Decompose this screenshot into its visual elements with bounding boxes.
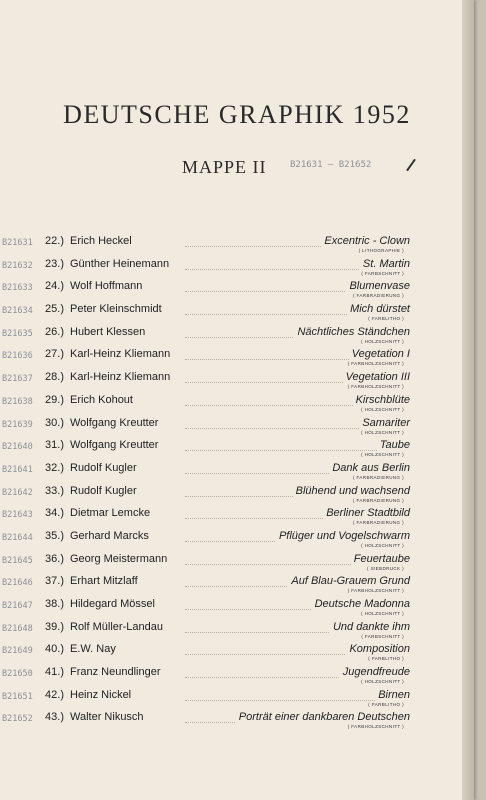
inventory-stamp: B21639 [2, 419, 33, 430]
list-item [0, 574, 474, 597]
entry-number: 23.) [45, 257, 64, 270]
entry-number: 34.) [45, 507, 64, 520]
inventory-stamp: B21649 [2, 646, 33, 657]
artist-name: Dietmar Lemcke [70, 507, 151, 520]
work-title: Excentric - Clown [321, 235, 410, 247]
inventory-stamp: B21641 [2, 464, 33, 475]
technique-label: ( HOLZSCHNITT ) [361, 429, 404, 435]
technique-label: ( FARBRADIERUNG ) [352, 293, 404, 299]
work-title: Und dankte ihm [330, 621, 410, 633]
artist-name: Günther Heinemann [70, 257, 170, 270]
technique-label: ( SIEBDRUCK ) [367, 565, 404, 571]
technique-label: ( FARBHOLZSCHNITT ) [347, 724, 404, 730]
artist-name: Wolf Hoffmann [70, 280, 143, 293]
entry-number: 36.) [45, 552, 64, 565]
work-title: Dank aus Berlin [329, 462, 410, 474]
artist-name: Hubert Klessen [70, 325, 146, 338]
artwork-list [0, 234, 474, 733]
work-title: Feuertaube [351, 553, 410, 565]
list-item [0, 302, 474, 325]
work-title: Vegetation I [349, 348, 410, 360]
entry-number: 31.) [45, 439, 64, 452]
artist-name: Georg Meistermann [70, 552, 168, 565]
artist-name: Karl-Heinz Kliemann [70, 348, 171, 361]
entry-number: 30.) [45, 416, 64, 429]
technique-label: ( FARBSCHNITT ) [361, 633, 404, 639]
artist-name: Gerhard Marcks [70, 529, 149, 542]
entry-number: 41.) [45, 666, 64, 679]
work-title: Taube [377, 439, 410, 451]
list-item [0, 506, 474, 529]
work-title: Samariter [359, 417, 410, 429]
technique-label: ( FARBSCHNITT ) [361, 270, 404, 276]
list-item [0, 620, 474, 643]
inventory-stamp: B21650 [2, 669, 33, 680]
work-title: Porträt einer dankbaren Deutschen [236, 711, 410, 723]
artist-name: Franz Neundlinger [70, 666, 161, 679]
artist-name: Erhart Mitzlaff [70, 575, 138, 588]
portfolio-subtitle: MAPPE II [182, 157, 267, 177]
list-item [0, 279, 474, 302]
list-item [0, 393, 474, 416]
list-item [0, 347, 474, 370]
technique-label: ( FARBRADIERUNG ) [352, 474, 404, 480]
technique-label: ( FARBLITHO ) [368, 701, 404, 707]
artist-name: Heinz Nickel [70, 688, 132, 701]
work-title: Komposition [346, 643, 410, 655]
work-title: Birnen [375, 689, 410, 701]
inventory-stamp: B21651 [2, 691, 33, 702]
entry-number: 42.) [45, 688, 64, 701]
technique-label: ( FARBRADIERUNG ) [352, 520, 404, 526]
technique-label: ( HOLZSCHNITT ) [361, 338, 404, 344]
list-item [0, 597, 474, 620]
work-title: Auf Blau-Grauem Grund [288, 575, 410, 587]
inventory-range-stamp: B21631 — B21652 [290, 160, 372, 170]
list-item [0, 665, 474, 688]
artist-name: Peter Kleinschmidt [70, 303, 162, 316]
list-item [0, 234, 474, 257]
entry-number: 39.) [45, 620, 64, 633]
entry-number: 24.) [45, 280, 64, 293]
inventory-stamp: B21652 [2, 714, 33, 725]
technique-label: ( LITHOGRAPHIE ) [358, 248, 404, 253]
list-item [0, 438, 474, 461]
inventory-stamp: B21646 [2, 578, 33, 589]
artist-name: E.W. Nay [70, 643, 116, 656]
entry-number: 32.) [45, 461, 64, 474]
inventory-stamp: B21647 [2, 601, 33, 611]
inventory-stamp: B21633 [2, 283, 33, 294]
artist-name: Erich Heckel [70, 235, 132, 247]
list-item [0, 325, 474, 348]
dot-leader [185, 450, 409, 451]
entry-number: 22.) [45, 235, 64, 247]
artist-name: Rolf Müller-Landau [70, 620, 163, 633]
inventory-stamp: B21632 [2, 260, 33, 271]
artist-name: Wolfgang Kreutter [70, 416, 159, 429]
entry-number: 33.) [45, 484, 64, 497]
work-title: Blühend und wachsend [293, 485, 410, 497]
work-title: Pflüger und Vogelschwarm [276, 530, 410, 542]
entry-number: 38.) [45, 598, 64, 610]
work-title: Mich dürstet [347, 303, 410, 315]
inventory-stamp: B21640 [2, 442, 33, 453]
inventory-stamp: B21642 [2, 487, 33, 498]
technique-label: ( HOLZSCHNITT ) [361, 679, 404, 685]
work-title: Vegetation III [343, 371, 410, 383]
inventory-stamp: B21637 [2, 374, 33, 385]
artist-name: Wolfgang Kreutter [70, 439, 159, 452]
inventory-stamp: B21644 [2, 532, 33, 543]
technique-label: ( FARBLITHO ) [368, 316, 404, 322]
list-item [0, 461, 474, 484]
entry-number: 28.) [45, 371, 64, 384]
inventory-stamp: B21631 [2, 238, 33, 248]
technique-label: ( FARBHOLZSCHNITT ) [347, 588, 404, 594]
technique-label: ( FARBLITHO ) [368, 656, 404, 662]
artist-name: Karl-Heinz Kliemann [70, 371, 171, 384]
technique-label: ( FARBRADIERUNG ) [352, 497, 404, 503]
entry-number: 25.) [45, 303, 64, 316]
artist-name: Erich Kohout [70, 393, 133, 406]
technique-label: ( HOLZSCHNITT ) [361, 452, 404, 458]
artist-name: Rudolf Kugler [70, 461, 137, 474]
list-item [0, 257, 474, 280]
list-item [0, 529, 474, 552]
list-item [0, 552, 474, 575]
list-item [0, 416, 474, 439]
entry-number: 43.) [45, 711, 64, 724]
technique-label: ( FARBHOLZSCHNITT ) [347, 384, 404, 390]
inventory-stamp: B21636 [2, 351, 33, 362]
entry-number: 35.) [45, 529, 64, 542]
inventory-stamp: B21638 [2, 396, 33, 407]
work-title: Deutsche Madonna [312, 598, 410, 610]
work-title: Blumenvase [346, 280, 410, 292]
list-item [0, 370, 474, 393]
inventory-stamp: B21645 [2, 555, 33, 566]
artist-name: Hildegard Mössel [70, 598, 155, 610]
technique-label: ( HOLZSCHNITT ) [361, 406, 404, 412]
artist-name: Walter Nikusch [70, 711, 144, 724]
artist-name: Rudolf Kugler [70, 484, 137, 497]
inventory-stamp: B21635 [2, 328, 33, 339]
work-title: Kirschblüte [353, 394, 410, 406]
inventory-stamp: B21634 [2, 306, 33, 317]
page-title: DEUTSCHE GRAPHIK 1952 [63, 100, 411, 129]
list-item [0, 642, 474, 665]
list-item [0, 688, 474, 711]
entry-number: 37.) [45, 575, 64, 588]
inventory-stamp: B21648 [2, 623, 33, 634]
entry-number: 29.) [45, 393, 64, 406]
work-title: Berliner Stadtbild [323, 507, 410, 519]
technique-label: ( HOLZSCHNITT ) [361, 611, 404, 616]
entry-number: 40.) [45, 643, 64, 656]
inventory-stamp: B21643 [2, 510, 33, 521]
pen-mark [406, 159, 416, 172]
list-item [0, 484, 474, 507]
entry-number: 26.) [45, 325, 64, 338]
technique-label: ( HOLZSCHNITT ) [361, 542, 404, 548]
entry-number: 27.) [45, 348, 64, 361]
work-title: Nächtliches Ständchen [294, 326, 410, 338]
technique-label: ( FARBHOLZSCHNITT ) [347, 361, 404, 367]
work-title: St. Martin [360, 258, 410, 270]
list-item [0, 710, 474, 733]
work-title: Jugendfreude [340, 666, 410, 678]
